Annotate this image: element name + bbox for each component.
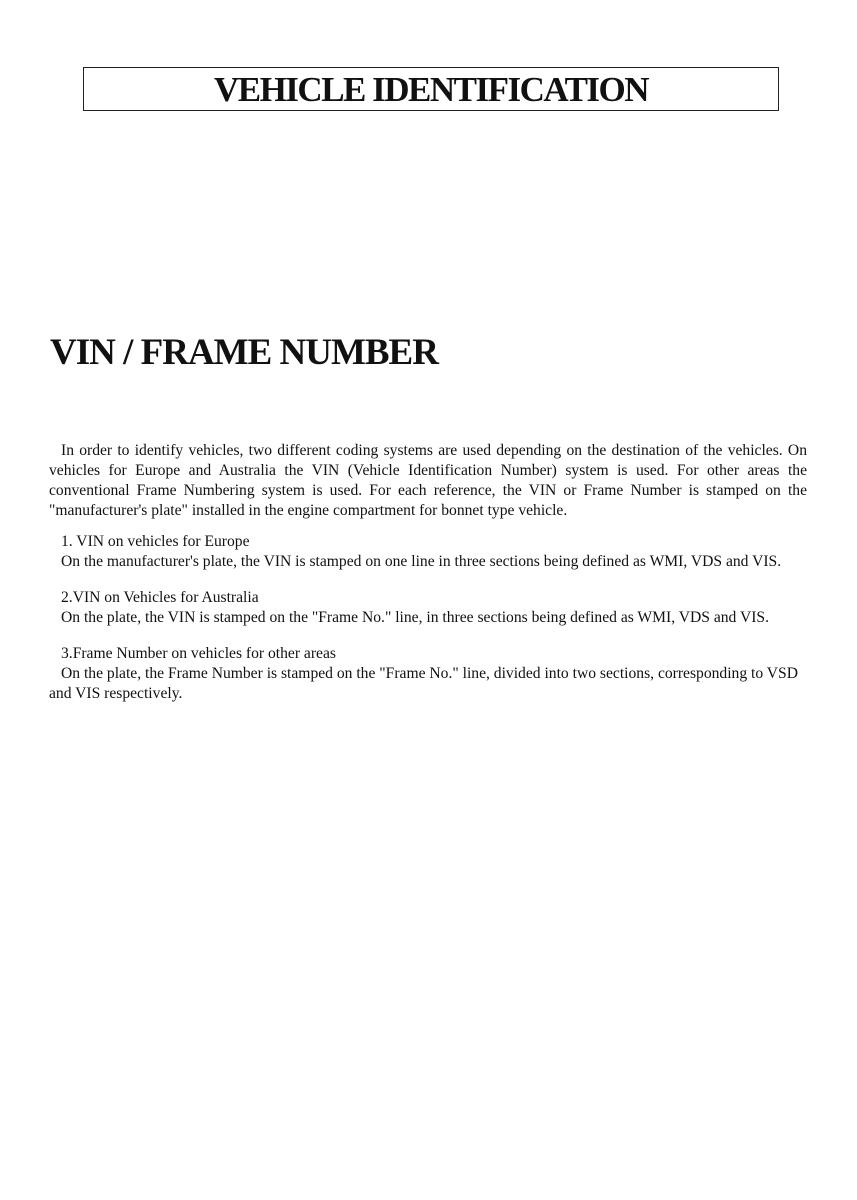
list-item-other-areas	[49, 644, 807, 704]
page-title: VEHICLE IDENTIFICATION	[213, 69, 649, 109]
list-item-title: 2.VIN on Vehicles for Australia	[61, 589, 259, 606]
intro-paragraph: In order to identify vehicles, two different coding systems are used depending on the destination of the vehicles. On vehicles for Europe and Australia the VIN (Vehicle Identification Number) system is used. For other areas the conventional Frame Numbering system is used. For each reference, the VIN or Frame Number is stamped on the "manufacturer's plate" installed in the engine compartment for bonnet type vehicle.	[49, 442, 807, 519]
page-title-box	[83, 67, 779, 111]
list-item-text: On the plate, the VIN is stamped on the "Frame No." line, in three sections being defined as WMI, VDS and VIS.	[61, 609, 769, 626]
section-heading: VIN / FRAME NUMBER	[50, 332, 438, 373]
list-item-title: 1. VIN on vehicles for Europe	[61, 533, 250, 550]
list-item-text: On the manufacturer's plate, the VIN is stamped on one line in three sections being defined as WMI, VDS and VIS.	[61, 553, 782, 570]
list-item-australia	[49, 588, 807, 628]
list-item-text: On the plate, the Frame Number is stamped on the "Frame No." line, divided into two sections, corresponding to VSD and VIS respectively.	[49, 665, 798, 702]
list-item-europe	[49, 532, 807, 572]
list-item-title: 3.Frame Number on vehicles for other areas	[61, 645, 336, 662]
